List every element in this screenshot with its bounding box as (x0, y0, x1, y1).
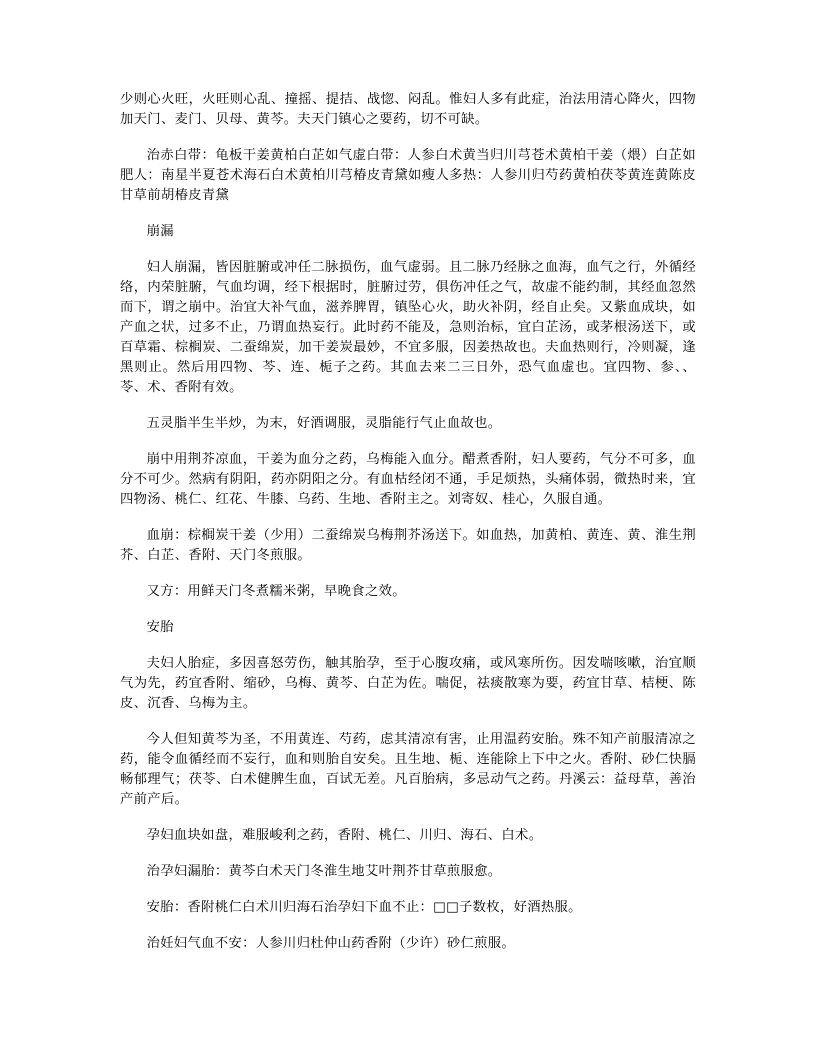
paragraph-bengzhong-jingjie: 崩中用荆芥凉血，干姜为血分之药，乌梅能入血分。醋煮香附，妇人要药，气分不可多，血分不可少。然病有阴阳，药亦阴阳之分。有血枯经闭不通，手足烦热，头痛体弱，微热时来，宜四物汤、桃仁、红花、牛膝、乌药、生地、香附主之。刘寄奴、桂心，久服自通。 (120, 452, 696, 507)
paragraph-wulingzhi: 五灵脂半生半炒，为末，好酒调服，灵脂能行气止血故也。 (146, 416, 502, 431)
paragraph-benglou-cause: 妇人崩漏，皆因脏腑或冲任二脉损伤，血气虚弱。且二脉乃经脉之血海，血气之行，外循经络，内荣脏腑，气血均调，经下根据时，脏腑过劳，俱伤冲任之气，故虚不能约制，其经血忽然而下，谓之崩中。治宜大补气血，滋养脾胃，镇坠心火，助火补阴，经自止矣。又紫血成块，如产血之状，过多不止，乃谓血热妄行。此时药不能及，急则治标，宜白芷汤，或茅根汤送下，或百草霜、棕榈炭、二蚕绵炭，加干姜炭最妙，不宜多服，因姜热故也。夫血热则行，冷则凝，逢黑则止。然后用四物、芩、连、栀子之药。其血去来二三日外，恐气血虚也。宜四物、参、、苓、术、香附有效。 (120, 260, 696, 395)
section-heading-antai: 安胎 (146, 620, 174, 635)
paragraph-qixue-formula: 治妊妇气血不安：人参川归杜仲山药香附（少许）砂仁煎服。 (146, 936, 516, 951)
section-heading-benglou: 崩漏 (146, 224, 174, 239)
document-body (120, 90, 696, 970)
paragraph-alternate-formula: 又方：用鲜天门冬煮糯米粥，早晚食之效。 (146, 584, 406, 599)
paragraph-leukorrhea-formulas: 治赤白带：龟板干姜黄柏白芷如气虚白带：人参白术黄当归川芎苍术黄柏干姜（煨）白芷如肥人：南星半夏苍术海石白术黄柏川芎椿皮青黛如瘦人多热：人参川归芍药黄柏茯苓黄连黄陈皮甘草前胡椿皮青黛 (120, 148, 696, 203)
paragraph-loutai-formula: 治孕妇漏胎：黄芩白术天门冬淮生地艾叶荆芥甘草煎服愈。 (146, 864, 502, 879)
paragraph-blood-mass: 孕妇血块如盘，难服峻利之药，香附、桃仁、川归、海石、白术。 (146, 828, 543, 843)
paragraph-heart-fire: 少则心火旺，火旺则心乱、撞摇、提拮、战惚、闷乱。惟妇人多有此症，治法用清心降火，四物加天门、麦门、贝母、黄芩。夫天门镇心之要药，切不可缺。 (120, 92, 696, 127)
paragraph-xuebeng-formula: 血崩：棕榈炭干姜（少用）二蚕绵炭乌梅荆芥汤送下。如血热，加黄柏、黄连、黄、淮生荆芥、白芷、香附、天门冬煎服。 (120, 528, 696, 563)
paragraph-antai-formula: 安胎：香附桃仁白术川归海石治孕妇下血不止：□□子数枚，好酒热服。 (146, 900, 582, 915)
paragraph-huangqin-discussion: 今人但知黄芩为圣，不用黄连、芍药，虑其清凉有害，止用温药安胎。殊不知产前服清凉之药，能令血循经而不妄行，血和则胎自安矣。且生地、栀、连能除上下中之火。香附、砂仁快膈畅郁理气；茯苓、白术健脾生血，百试无差。凡百胎病，多忌动气之药。丹溪云：益母草，善治产前产后。 (120, 732, 696, 807)
paragraph-antai-cause: 夫妇人胎症，多因喜怒劳伤，触其胎孕，至于心腹攻痛，或风寒所伤。因发喘咳嗽，治宜顺气为先，药宜香附、缩砂，乌梅、黄芩、白芷为佐。喘促，祛痰散寒为要，药宜甘草、桔梗、陈皮、沉香、乌梅为主。 (120, 656, 696, 711)
